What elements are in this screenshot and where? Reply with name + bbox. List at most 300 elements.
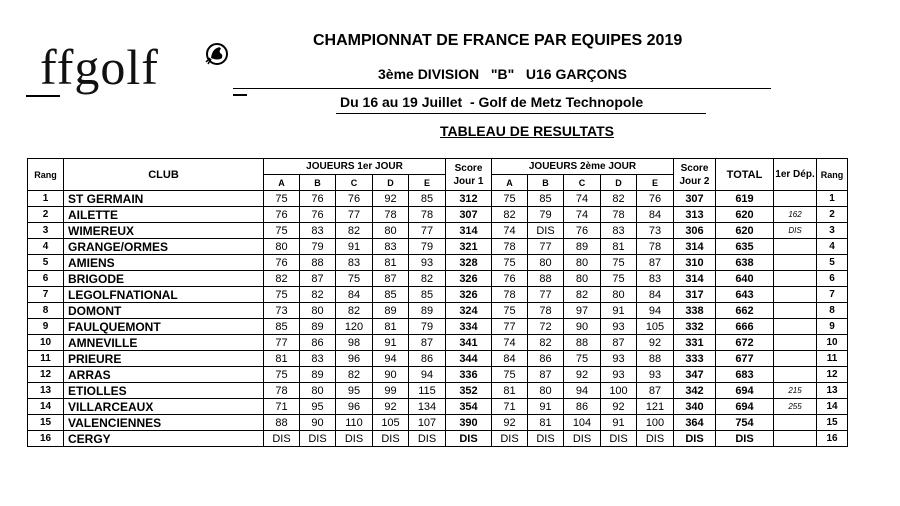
first-dep-cell: 162 [774,207,817,223]
score2-cell: 332 [674,319,716,335]
table-row [28,239,848,255]
day2-score-cell: 78 [637,239,674,255]
day1-score-cell: 82 [300,287,336,303]
rank-right-cell: 11 [817,351,848,367]
day1-score-cell: 95 [300,399,336,415]
day2-score-cell: 77 [528,239,564,255]
day2-score-cell: 74 [492,223,528,239]
day1-score-cell: DIS [300,431,336,447]
first-dep-cell [774,351,817,367]
rank-cell: 14 [28,399,64,415]
day1-score-cell: 82 [409,271,446,287]
day1-score-cell: 80 [300,383,336,399]
day1-score-cell: 83 [373,239,409,255]
score1-cell: 321 [446,239,492,255]
score2-cell: 340 [674,399,716,415]
day1-score-cell: 76 [264,255,300,271]
rank-cell: 11 [28,351,64,367]
total-cell: 620 [716,223,774,239]
club-cell: ETIOLLES [64,383,264,399]
rank-right-cell: 14 [817,399,848,415]
header-row-1 [28,159,848,175]
day2-score-cell: 121 [637,399,674,415]
day2-score-cell: 92 [564,367,601,383]
score2-cell: 347 [674,367,716,383]
first-dep-cell [774,255,817,271]
day2-score-cell: 92 [601,399,637,415]
score2-cell: 331 [674,335,716,351]
day2-score-cell: 77 [528,287,564,303]
championship-title: CHAMPIONNAT DE FRANCE PAR EQUIPES 2019 [313,32,683,49]
score1-cell: 344 [446,351,492,367]
total-cell: 620 [716,207,774,223]
day1-score-cell: 83 [300,223,336,239]
logo-underline-right [233,94,247,96]
day2-score-cell: 75 [492,255,528,271]
day2-score-cell: 93 [601,351,637,367]
day2-score-cell: 86 [528,351,564,367]
col-player-e-day2: E [637,175,674,191]
day2-score-cell: 75 [564,351,601,367]
first-dep-cell [774,303,817,319]
score1-cell: 341 [446,335,492,351]
header-rule-bottom [336,113,706,114]
day2-score-cell: 75 [601,255,637,271]
total-cell: 666 [716,319,774,335]
day2-score-cell: 92 [637,335,674,351]
results-body [28,191,848,447]
day1-score-cell: 78 [264,383,300,399]
day1-score-cell: 92 [373,399,409,415]
day1-score-cell: 89 [300,367,336,383]
day1-score-cell: 82 [336,223,373,239]
day1-score-cell: 89 [373,303,409,319]
day2-score-cell: 76 [637,191,674,207]
day2-score-cell: 75 [492,303,528,319]
rank-cell: 10 [28,335,64,351]
day2-score-cell: 72 [528,319,564,335]
rank-right-cell: 9 [817,319,848,335]
day1-score-cell: DIS [336,431,373,447]
day1-score-cell: 77 [264,335,300,351]
day1-score-cell: 87 [300,271,336,287]
club-cell: BRIGODE [64,271,264,287]
rank-right-cell: 15 [817,415,848,431]
table-row [28,271,848,287]
col-player-d-day2: D [601,175,637,191]
rank-right-cell: 7 [817,287,848,303]
day1-score-cell: 95 [336,383,373,399]
col-player-c-day2: C [564,175,601,191]
day1-score-cell: 98 [336,335,373,351]
rank-cell: 7 [28,287,64,303]
results-table [27,158,848,447]
day2-score-cell: 78 [492,287,528,303]
total-cell: 638 [716,255,774,271]
club-cell: AMNEVILLE [64,335,264,351]
rank-right-cell: 1 [817,191,848,207]
score1-cell: 336 [446,367,492,383]
division-subtitle: 3ème DIVISION "B" U16 GARÇONS [378,66,628,82]
day2-score-cell: 87 [637,383,674,399]
day2-score-cell: 78 [601,207,637,223]
ffgolf-logo: ffgolf [40,39,159,95]
day1-score-cell: 82 [336,367,373,383]
first-dep-cell [774,191,817,207]
day1-score-cell: 81 [264,351,300,367]
table-row [28,319,848,335]
col-score1: Score Jour 1 [446,159,492,191]
day1-score-cell: 86 [409,351,446,367]
day1-score-cell: 86 [300,335,336,351]
rank-cell: 9 [28,319,64,335]
club-cell: PRIEURE [64,351,264,367]
club-cell: AMIENS [64,255,264,271]
score1-cell: 334 [446,319,492,335]
score1-cell: 326 [446,271,492,287]
club-cell: DOMONT [64,303,264,319]
rank-right-cell: 3 [817,223,848,239]
first-dep-cell: 215 [774,383,817,399]
day1-score-cell: 79 [409,319,446,335]
day2-score-cell: 81 [492,383,528,399]
day1-score-cell: 79 [300,239,336,255]
day1-score-cell: 75 [336,271,373,287]
score2-cell: 314 [674,271,716,287]
day2-score-cell: 97 [564,303,601,319]
rank-right-cell: 16 [817,431,848,447]
club-cell: FAULQUEMONT [64,319,264,335]
day2-score-cell: 80 [528,255,564,271]
rank-cell: 12 [28,367,64,383]
day2-score-cell: 74 [564,207,601,223]
score1-cell: 324 [446,303,492,319]
rank-cell: 3 [28,223,64,239]
table-row [28,431,848,447]
day1-score-cell: 82 [336,303,373,319]
col-day2-players: JOUEURS 2ème JOUR [492,159,674,175]
day2-score-cell: 75 [492,191,528,207]
table-row [28,351,848,367]
day1-score-cell: 83 [300,351,336,367]
first-dep-cell: 255 [774,399,817,415]
day1-score-cell: 99 [373,383,409,399]
day2-score-cell: 87 [601,335,637,351]
day2-score-cell: DIS [564,431,601,447]
rooster-icon [200,42,230,68]
day1-score-cell: 78 [373,207,409,223]
day1-score-cell: 73 [264,303,300,319]
day1-score-cell: 79 [409,239,446,255]
day1-score-cell: 84 [336,287,373,303]
club-cell: ARRAS [64,367,264,383]
total-cell: 754 [716,415,774,431]
day1-score-cell: 87 [373,271,409,287]
day2-score-cell: 71 [492,399,528,415]
score1-cell: 326 [446,287,492,303]
day1-score-cell: 94 [409,367,446,383]
score1-cell: 390 [446,415,492,431]
day1-score-cell: 81 [373,319,409,335]
day1-score-cell: 80 [373,223,409,239]
first-dep-cell [774,319,817,335]
total-cell: DIS [716,431,774,447]
day1-score-cell: 89 [300,319,336,335]
score2-cell: 364 [674,415,716,431]
day2-score-cell: 78 [528,303,564,319]
day2-score-cell: 91 [528,399,564,415]
score1-cell: 354 [446,399,492,415]
day2-score-cell: 80 [601,287,637,303]
day1-score-cell: 134 [409,399,446,415]
score1-cell: DIS [446,431,492,447]
day2-score-cell: 79 [528,207,564,223]
day1-score-cell: DIS [264,431,300,447]
day1-score-cell: 80 [264,239,300,255]
rank-cell: 13 [28,383,64,399]
club-cell: AILETTE [64,207,264,223]
total-cell: 694 [716,383,774,399]
day2-score-cell: 82 [492,207,528,223]
day2-score-cell: 81 [601,239,637,255]
col-rang-right: Rang [817,159,848,191]
day1-score-cell: 76 [336,191,373,207]
day1-score-cell: 75 [264,223,300,239]
club-cell: VILLARCEAUX [64,399,264,415]
day2-score-cell: 100 [637,415,674,431]
day1-score-cell: 90 [373,367,409,383]
day2-score-cell: 93 [637,367,674,383]
table-row [28,255,848,271]
total-cell: 640 [716,271,774,287]
total-cell: 662 [716,303,774,319]
score2-cell: 310 [674,255,716,271]
first-dep-cell [774,367,817,383]
col-player-a: A [264,175,300,191]
rank-cell: 15 [28,415,64,431]
rank-right-cell: 10 [817,335,848,351]
day1-score-cell: 90 [300,415,336,431]
day2-score-cell: 90 [564,319,601,335]
day1-score-cell: 93 [409,255,446,271]
day1-score-cell: 77 [409,223,446,239]
day1-score-cell: 76 [300,207,336,223]
rank-right-cell: 13 [817,383,848,399]
day1-score-cell: 85 [373,287,409,303]
day2-score-cell: 87 [528,367,564,383]
score2-cell: 306 [674,223,716,239]
day2-score-cell: DIS [528,223,564,239]
day1-score-cell: 105 [373,415,409,431]
day2-score-cell: 91 [601,303,637,319]
day1-score-cell: 76 [300,191,336,207]
day2-score-cell: 88 [528,271,564,287]
day2-score-cell: 80 [564,271,601,287]
day2-score-cell: 100 [601,383,637,399]
club-cell: GRANGE/ORMES [64,239,264,255]
total-cell: 672 [716,335,774,351]
day2-score-cell: 92 [492,415,528,431]
col-rang: Rang [28,159,64,191]
day1-score-cell: 110 [336,415,373,431]
day1-score-cell: 77 [336,207,373,223]
day1-score-cell: 120 [336,319,373,335]
day1-score-cell: 91 [373,335,409,351]
day1-score-cell: 85 [409,191,446,207]
day2-score-cell: DIS [601,431,637,447]
day2-score-cell: 75 [492,367,528,383]
score2-cell: 307 [674,191,716,207]
day1-score-cell: 94 [373,351,409,367]
day2-score-cell: DIS [492,431,528,447]
total-cell: 643 [716,287,774,303]
col-player-e: E [409,175,446,191]
club-cell: VALENCIENNES [64,415,264,431]
results-heading: TABLEAU DE RESULTATS [440,123,614,139]
day2-score-cell: 73 [637,223,674,239]
day2-score-cell: 81 [528,415,564,431]
table-row [28,415,848,431]
rank-right-cell: 5 [817,255,848,271]
day2-score-cell: 78 [492,239,528,255]
rank-right-cell: 4 [817,239,848,255]
day2-score-cell: 76 [564,223,601,239]
day2-score-cell: 85 [528,191,564,207]
first-dep-cell [774,431,817,447]
day2-score-cell: 105 [637,319,674,335]
rank-cell: 16 [28,431,64,447]
day2-score-cell: 91 [601,415,637,431]
day2-score-cell: 82 [601,191,637,207]
score2-cell: 314 [674,239,716,255]
day1-score-cell: 107 [409,415,446,431]
table-row [28,223,848,239]
col-first-dep: 1er Dép. [774,159,817,191]
score2-cell: DIS [674,431,716,447]
day2-score-cell: 84 [637,207,674,223]
col-player-c: C [336,175,373,191]
day2-score-cell: 82 [528,335,564,351]
score2-cell: 313 [674,207,716,223]
table-row [28,383,848,399]
day1-score-cell: 89 [409,303,446,319]
first-dep-cell: DIS [774,223,817,239]
score1-cell: 312 [446,191,492,207]
day1-score-cell: DIS [373,431,409,447]
day1-score-cell: 75 [264,191,300,207]
table-row [28,191,848,207]
col-club: CLUB [64,159,264,191]
day1-score-cell: 96 [336,351,373,367]
day2-score-cell: 83 [637,271,674,287]
day1-score-cell: 91 [336,239,373,255]
day2-score-cell: 84 [637,287,674,303]
rank-cell: 4 [28,239,64,255]
day1-score-cell: 81 [373,255,409,271]
total-cell: 694 [716,399,774,415]
rank-cell: 6 [28,271,64,287]
day1-score-cell: 85 [264,319,300,335]
rank-right-cell: 6 [817,271,848,287]
day1-score-cell: 75 [264,287,300,303]
day1-score-cell: DIS [409,431,446,447]
score2-cell: 317 [674,287,716,303]
score1-cell: 352 [446,383,492,399]
day2-score-cell: 77 [492,319,528,335]
day2-score-cell: 80 [528,383,564,399]
rank-cell: 8 [28,303,64,319]
table-row [28,367,848,383]
total-cell: 677 [716,351,774,367]
day2-score-cell: 88 [564,335,601,351]
col-total: TOTAL [716,159,774,191]
day1-score-cell: 83 [336,255,373,271]
table-row [28,287,848,303]
day2-score-cell: 93 [601,319,637,335]
total-cell: 683 [716,367,774,383]
day1-score-cell: 115 [409,383,446,399]
table-row [28,303,848,319]
rank-cell: 1 [28,191,64,207]
club-cell: WIMEREUX [64,223,264,239]
header-rule-top [233,88,771,89]
day1-score-cell: 88 [300,255,336,271]
day2-score-cell: DIS [637,431,674,447]
day1-score-cell: 82 [264,271,300,287]
day1-score-cell: 76 [264,207,300,223]
dates-venue: Du 16 au 19 Juillet - Golf de Metz Technopole [340,94,644,110]
day2-score-cell: 84 [492,351,528,367]
logo-underline-left [26,95,60,97]
score2-cell: 333 [674,351,716,367]
day1-score-cell: 71 [264,399,300,415]
day2-score-cell: 74 [492,335,528,351]
day2-score-cell: DIS [528,431,564,447]
score1-cell: 314 [446,223,492,239]
day2-score-cell: 89 [564,239,601,255]
day1-score-cell: 92 [373,191,409,207]
first-dep-cell [774,335,817,351]
day2-score-cell: 83 [601,223,637,239]
col-player-b: B [300,175,336,191]
first-dep-cell [774,271,817,287]
total-cell: 619 [716,191,774,207]
rank-right-cell: 12 [817,367,848,383]
col-player-b-day2: B [528,175,564,191]
total-cell: 635 [716,239,774,255]
day2-score-cell: 82 [564,287,601,303]
day2-score-cell: 94 [637,303,674,319]
day1-score-cell: 87 [409,335,446,351]
day2-score-cell: 93 [601,367,637,383]
col-player-d: D [373,175,409,191]
first-dep-cell [774,415,817,431]
score2-cell: 338 [674,303,716,319]
club-cell: CERGY [64,431,264,447]
day2-score-cell: 74 [564,191,601,207]
rank-right-cell: 8 [817,303,848,319]
rank-right-cell: 2 [817,207,848,223]
club-cell: ST GERMAIN [64,191,264,207]
score1-cell: 307 [446,207,492,223]
first-dep-cell [774,239,817,255]
day1-score-cell: 85 [409,287,446,303]
club-cell: LEGOLFNATIONAL [64,287,264,303]
day2-score-cell: 76 [492,271,528,287]
rank-cell: 5 [28,255,64,271]
day1-score-cell: 78 [409,207,446,223]
score2-cell: 342 [674,383,716,399]
